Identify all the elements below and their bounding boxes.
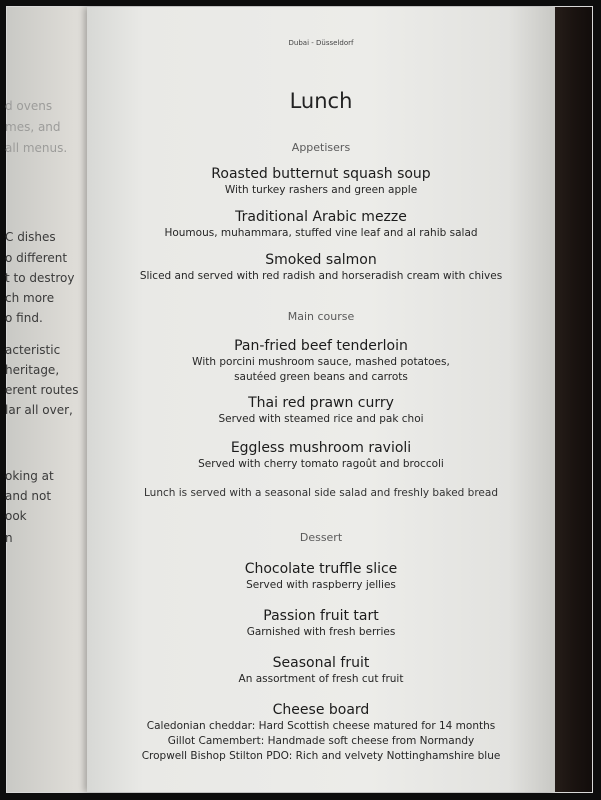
menu-item-cheese-board	[87, 701, 555, 764]
flight-route: Dubai - Düsseldorf	[288, 39, 354, 47]
dish-description: sautéed green beans and carrots	[234, 371, 408, 383]
menu-item	[87, 208, 555, 241]
dish-description: Served with cherry tomato ragoût and broccoli	[198, 458, 444, 470]
left-page-text: ch more	[5, 291, 55, 305]
dish-description: Served with steamed rice and pak choi	[218, 413, 424, 425]
menu-item	[87, 607, 555, 640]
dish-name: Smoked salmon	[265, 252, 377, 268]
menu-item	[87, 394, 555, 427]
left-page-text: all menus.	[5, 141, 68, 155]
dish-description: With porcini mushroom sauce, mashed potatoes,	[192, 356, 450, 368]
dish-name: Pan-fried beef tenderloin	[234, 338, 408, 354]
menu-item	[87, 439, 555, 472]
left-page-text: heritage,	[5, 363, 60, 377]
left-page-text: o different	[5, 251, 68, 265]
cheese-line: Cropwell Bishop Stilton PDO: Rich and velvety Nottinghamshire blue	[141, 750, 501, 762]
left-page-text: acteristic	[5, 343, 61, 357]
section-heading-appetisers: Appetisers	[291, 141, 351, 154]
section-heading-main-course: Main course	[287, 310, 355, 323]
dish-name: Eggless mushroom ravioli	[230, 440, 412, 456]
left-page-text: t to destroy	[5, 271, 75, 285]
dish-name: Seasonal fruit	[272, 655, 370, 671]
left-page-text: ook	[5, 509, 27, 523]
left-page-text: n	[5, 531, 13, 545]
dish-name: Passion fruit tart	[263, 608, 379, 624]
menu-title: Lunch	[289, 89, 353, 113]
left-page-text: and not	[5, 489, 52, 503]
menu-item	[87, 654, 555, 687]
left-page-text: oking at	[5, 469, 54, 483]
dish-name: Roasted butternut squash soup	[211, 166, 431, 182]
left-page-text: mes, and	[5, 120, 61, 134]
dish-description: Garnished with fresh berries	[246, 626, 396, 638]
dish-description: Sliced and served with red radish and horseradish cream with chives	[139, 270, 503, 282]
menu-item	[87, 560, 555, 593]
left-page-text: o find.	[5, 311, 43, 325]
dish-description: Served with raspberry jellies	[246, 579, 396, 591]
dish-name: Cheese board	[272, 702, 370, 718]
cheese-line: Gillot Camembert: Handmade soft cheese from Normandy	[167, 735, 475, 747]
menu-note: Lunch is served with a seasonal side salad and freshly baked bread	[144, 487, 498, 499]
dish-description: Houmous, muhammara, stuffed vine leaf and al rahib salad	[164, 227, 478, 239]
photo-frame	[6, 6, 593, 793]
dish-description: With turkey rashers and green apple	[224, 184, 418, 196]
dish-name: Thai red prawn curry	[248, 395, 394, 411]
left-page-text: C dishes	[5, 230, 56, 244]
section-heading-dessert: Dessert	[299, 531, 343, 544]
left-page-text: erent routes	[5, 383, 79, 397]
menu-item	[87, 337, 555, 385]
left-page-text: lar all over,	[5, 403, 73, 417]
dish-description: An assortment of fresh cut fruit	[238, 673, 404, 685]
left-page-text: d ovens	[5, 99, 53, 113]
menu-page	[87, 7, 555, 792]
dish-name: Chocolate truffle slice	[244, 561, 398, 577]
menu-item	[87, 251, 555, 284]
dish-name: Traditional Arabic mezze	[235, 209, 407, 225]
cheese-line: Caledonian cheddar: Hard Scottish cheese matured for 14 months	[146, 720, 496, 732]
menu-item	[87, 165, 555, 198]
